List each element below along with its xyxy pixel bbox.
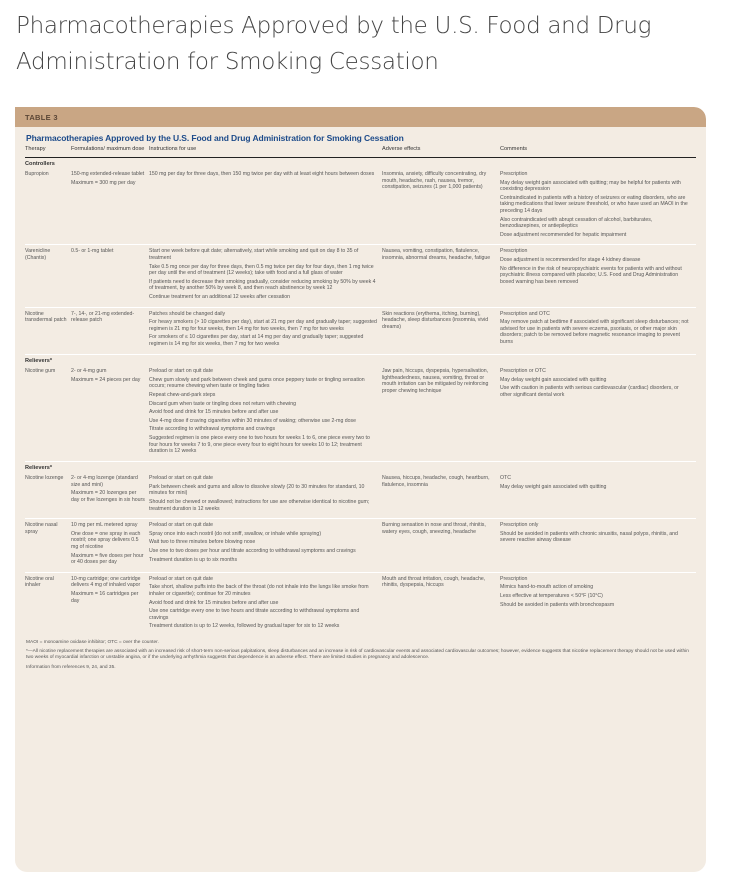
formulation-line: Maximum = 24 pieces per day: [71, 376, 141, 383]
adverse-effects-cell: Nausea, hiccups, headache, cough, heartburn, flatulence, insomnia: [382, 472, 500, 518]
instructions-cell: [149, 472, 382, 518]
instruction-line: Suggested regimen is one piece every one to two hours for weeks 1 to 6, one piece every two to four hours for weeks 7 to 9, one piece every four to eight hours for weeks 10 to 12; treatment duration is 12 weeks: [149, 434, 370, 455]
table-caption: Pharmacotherapies Approved by the U.S. Food and Drug Administration for Smoking Cessation: [26, 133, 404, 143]
instruction-line: Take 0.5 mg once per day for three days, then 0.5 mg twice per day for four days, then 1 mg twice per day until the end of treatment (12 weeks); take with food and a full glass of water: [149, 263, 374, 277]
formulation-line: 150-mg extended-release tablet: [71, 171, 145, 178]
instruction-line: Preload or start on quit date: [149, 575, 214, 582]
table-header-row: [25, 145, 696, 157]
comment-line: May remove patch at bedtime if associated with significant sleep disturbances; not advised for use in patients with severe eczema, psoriasis, or other major skin disorders; patch to be removed before magnetic resonance imaging to prevent burns: [500, 319, 689, 345]
comments-cell: [500, 245, 696, 307]
group-label: Relievers*: [25, 464, 53, 471]
instruction-line: Repeat chew-and-park steps: [149, 391, 216, 398]
instruction-line: Chew gum slowly and park between cheek and gums once peppery taste or tingling sensation occurs; resume chewing when taste or tingling fades: [149, 376, 365, 390]
table-row: [25, 365, 696, 461]
instructions-cell: [149, 572, 382, 636]
comment-line: Contraindicated in patients with a history of seizures or eating disorders, who are taking medications that lower seizure threshold, or who have used an MAOI in the preceding 14 days: [500, 194, 688, 215]
instruction-line: Use one cartridge every one to two hours and titrate according to withdrawal symptoms and cravings: [149, 608, 360, 621]
instruction-line: Spray once into each nostril (do not sniff, swallow, or inhale while spraying): [149, 530, 322, 537]
therapy-cell: Nicotine nasal spray: [25, 519, 71, 573]
adverse-effects-cell: Nausea, vomiting, constipation, flatulence, insomnia, abnormal dreams, headache, fatigue: [382, 245, 500, 307]
formulation-line: Maximum = five doses per hour or 40 doses per day: [71, 552, 144, 566]
page-title: Pharmacotherapies Approved by the U.S. Food and Drug Administration for Smoking Cessation: [16, 13, 652, 75]
comment-line: No difference in the risk of neuropsychiatric events for patients with and without psychiatric illness compared with placebo; U.S. Food and Drug Administration boxed warning has been removed: [500, 265, 682, 285]
header-formulation: Formulations/ maximum dose: [71, 145, 149, 157]
comment-line: Prescription: [500, 248, 528, 255]
group-row: [25, 461, 696, 472]
comment-line: Dose adjustment is recommended for stage 4 kidney disease: [500, 257, 641, 264]
header-comments: Comments: [500, 145, 696, 157]
table-note: *—All nicotine replacement therapies are associated with an increased risk of short-term non-serious palpitations, sleep disturbances and an increase in risk of cardiovascular events and associated cardiovascular outcomes; however, evidence suggests that nicotine replacement therapy should not be used within two weeks of myocardial infarction or unstable angina, or if the underlying arrhythmia suggests that dependence is an adverse effect. There are limited studies in pregnancy and adolescence.: [26, 649, 689, 661]
group-row: [25, 157, 696, 168]
comment-line: Dose adjustment recommended for hepatic impairment: [500, 231, 627, 238]
instruction-line: For smokers of ≤ 10 cigarettes per day, start at 14 mg per day and gradually taper; suggested regimen is 14 mg for six weeks, then 7 mg for two weeks: [149, 334, 364, 347]
comment-line: Should be avoided in patients with chronic sinusitis, nasal polyps, rhinitis, and severe reactive airway disease: [500, 530, 678, 544]
comment-line: Should be avoided in patients with bronchospasm: [500, 601, 615, 608]
comment-line: OTC: [500, 475, 511, 482]
adverse-effects-cell: Skin reactions (erythema, itching, burning), headache, sleep disturbances (insomnia, vivid dreams): [382, 307, 500, 354]
formulation-line: Maximum = 20 lozenges per day or five lozenges in six hours: [71, 490, 145, 504]
formulation-cell: [71, 519, 149, 573]
formulation-line: Maximum = 300 mg per day: [71, 179, 136, 186]
comment-line: May delay weight gain associated with quitting; may be helpful for patients with coexisting depression: [500, 179, 681, 193]
instruction-line: Use 4-mg dose if craving cigarettes within 30 minutes of waking; otherwise use 2-mg dose: [149, 417, 357, 424]
therapy-cell: Varenicline (Chantix): [25, 245, 71, 307]
formulation-cell: [71, 572, 149, 636]
adverse-effects-cell: Burning sensation in nose and throat, rhinitis, watery eyes, cough, sneezing, headache: [382, 519, 500, 573]
comments-cell: [500, 472, 696, 518]
table-label: TABLE 3: [15, 107, 706, 127]
comment-line: Prescription and OTC: [500, 310, 550, 317]
instructions-cell: [149, 519, 382, 573]
table-note: Information from references 9, 24, and 35.: [26, 664, 116, 670]
table-row: [25, 245, 696, 307]
instructions-cell: [149, 307, 382, 354]
comment-line: May delay weight gain associated with quitting: [500, 376, 607, 383]
header-adverse-effects: Adverse effects: [382, 145, 500, 157]
formulation-cell: [71, 307, 149, 354]
table-row: [25, 572, 696, 636]
comments-cell: [500, 365, 696, 461]
instruction-line: Start one week before quit date; alternatively, start while smoking and quit on day 8 to 35 of treatment: [149, 248, 359, 262]
table-notes: [26, 640, 695, 671]
instruction-line: Patches should be changed daily: [149, 310, 226, 317]
formulation-cell: [71, 365, 149, 461]
instruction-line: 150 mg per day for three days, then 150 mg twice per day with at least eight hours between doses: [149, 171, 375, 178]
therapy-cell: Nicotine lozenge: [25, 472, 71, 518]
pharmacotherapy-table: [25, 145, 696, 636]
formulation-line: 2- or 4-mg lozenge (standard size and mini): [71, 475, 138, 488]
comment-line: Prescription: [500, 575, 528, 582]
group-label: Relievers*: [25, 357, 53, 364]
formulation-cell: [71, 472, 149, 518]
instruction-line: Preload or start on quit date: [149, 368, 214, 375]
therapy-cell: Nicotine oral inhaler: [25, 575, 54, 589]
instruction-line: Use one to two doses per hour and titrate according to withdrawal symptoms and cravings: [149, 548, 356, 555]
table-card: [15, 107, 706, 872]
adverse-effects-cell: Jaw pain, hiccups, dyspepsia, hypersalivation, lightheadedness, nausea, vomiting, throat or mouth irritation can be mitigated by reinforcing proper chewing technique: [382, 365, 500, 461]
instruction-line: Take short, shallow puffs into the back of the throat (do not inhale into the lungs like smoke from inhaler or cigarette); continue for 20 minutes: [149, 584, 369, 597]
table-row: [25, 472, 696, 518]
formulation-line: 10-mg cartridge; one cartridge delivers 4 mg of inhaled vapor: [71, 575, 141, 589]
instruction-line: Wait two to three minutes before blowing nose: [149, 539, 256, 546]
comments-cell: [500, 307, 696, 354]
therapy-cell: Nicotine gum: [25, 365, 71, 461]
instruction-line: Avoid food and drink for 15 minutes before and after use: [149, 599, 279, 606]
adverse-effects-cell: Mouth and throat irritation, cough, headache, rhinitis, dyspepsia, hiccups: [382, 575, 486, 589]
comment-line: Prescription only: [500, 522, 539, 529]
instruction-line: Park between cheek and gums and allow to dissolve slowly (20 to 30 minutes for standard, 10 minutes for mini): [149, 483, 365, 497]
table-row: [25, 168, 696, 245]
comment-line: Prescription: [500, 171, 528, 178]
instruction-line: Continue treatment for an additional 12 weeks after cessation: [149, 294, 291, 300]
instruction-line: Treatment duration is up to 12 weeks, followed by gradual taper for six to 12 weeks: [149, 623, 340, 630]
instruction-line: Preload or start on quit date: [149, 475, 214, 482]
instructions-cell: [149, 168, 382, 245]
instruction-line: Treatment duration is up to six months: [149, 556, 238, 563]
instruction-line: Preload or start on quit date: [149, 522, 214, 529]
comment-line: Use with caution in patients with serious cardiovascular (cardiac) disorders, or other significant dental work: [500, 385, 679, 398]
table-body: [25, 157, 696, 636]
formulation-line: 10 mg per mL metered spray: [71, 522, 138, 529]
formulation-line: 0.5- or 1-mg tablet: [71, 248, 114, 255]
table-note: MAOI = monoamine oxidase inhibitor; OTC = over the counter.: [26, 639, 159, 645]
comment-line: May delay weight gain associated with quitting: [500, 483, 607, 490]
instructions-cell: [149, 245, 382, 307]
comment-line: Prescription or OTC: [500, 368, 546, 375]
table-row: [25, 519, 696, 573]
comment-line: Also contraindicated with abrupt cessation of alcohol, barbiturates, benzodiazepines, or antiepileptics: [500, 216, 653, 230]
header-therapy: Therapy: [25, 145, 71, 157]
formulation-line: 2- or 4-mg gum: [71, 368, 107, 375]
instructions-cell: [149, 365, 382, 461]
comment-line: Less effective at temperatures < 50°F (10°C): [500, 593, 603, 599]
comments-cell: [500, 519, 696, 573]
header-instructions: Instructions for use: [149, 145, 382, 157]
instruction-line: Should not be chewed or swallowed; instructions for use are otherwise identical to nicotine gum; treatment duration is 12 weeks: [149, 499, 370, 512]
group-label: Controllers: [25, 160, 55, 167]
instruction-line: Discard gum when taste or tingling does not return with chewing: [149, 400, 297, 407]
therapy-cell: Nicotine transdermal patch: [25, 307, 71, 354]
group-row: [25, 354, 696, 365]
comments-cell: [500, 168, 696, 245]
instruction-line: If patients need to decrease their smoking gradually, consider reducing smoking by 50% by week 4 of treatment, by another 50% by week 8, and then reach abstinence by week 12: [149, 278, 376, 292]
instruction-line: Avoid food and drink for 15 minutes before and after use: [149, 409, 279, 416]
instruction-line: Titrate according to withdrawal symptoms and cravings: [149, 426, 276, 433]
formulation-cell: [71, 245, 149, 307]
instruction-line: For heavy smokers (> 10 cigarettes per day), start at 21 mg per day and gradually taper; suggested regimen is 21 mg for four weeks, then 14 mg for two weeks, then 7 mg for two weeks: [149, 319, 377, 332]
formulation-line: 7-, 14-, or 21-mg extended-release patch: [71, 310, 135, 324]
adverse-effects-cell: Insomnia, anxiety, difficulty concentrating, dry mouth, headache, rash, nausea, tremor, constipation, seizures (1 per 1,000 patients): [382, 168, 500, 245]
therapy-cell: Bupropion: [25, 168, 71, 245]
formulation-line: Maximum = 16 cartridges per day: [71, 591, 139, 604]
table-row: [25, 307, 696, 354]
comment-line: Mimics hand-to-mouth action of smoking: [500, 584, 594, 591]
formulation-line: One dose = one spray in each nostril; one spray delivers 0.5 mg of nicotine: [71, 530, 141, 551]
formulation-cell: [71, 168, 149, 245]
comments-cell: [500, 572, 696, 636]
